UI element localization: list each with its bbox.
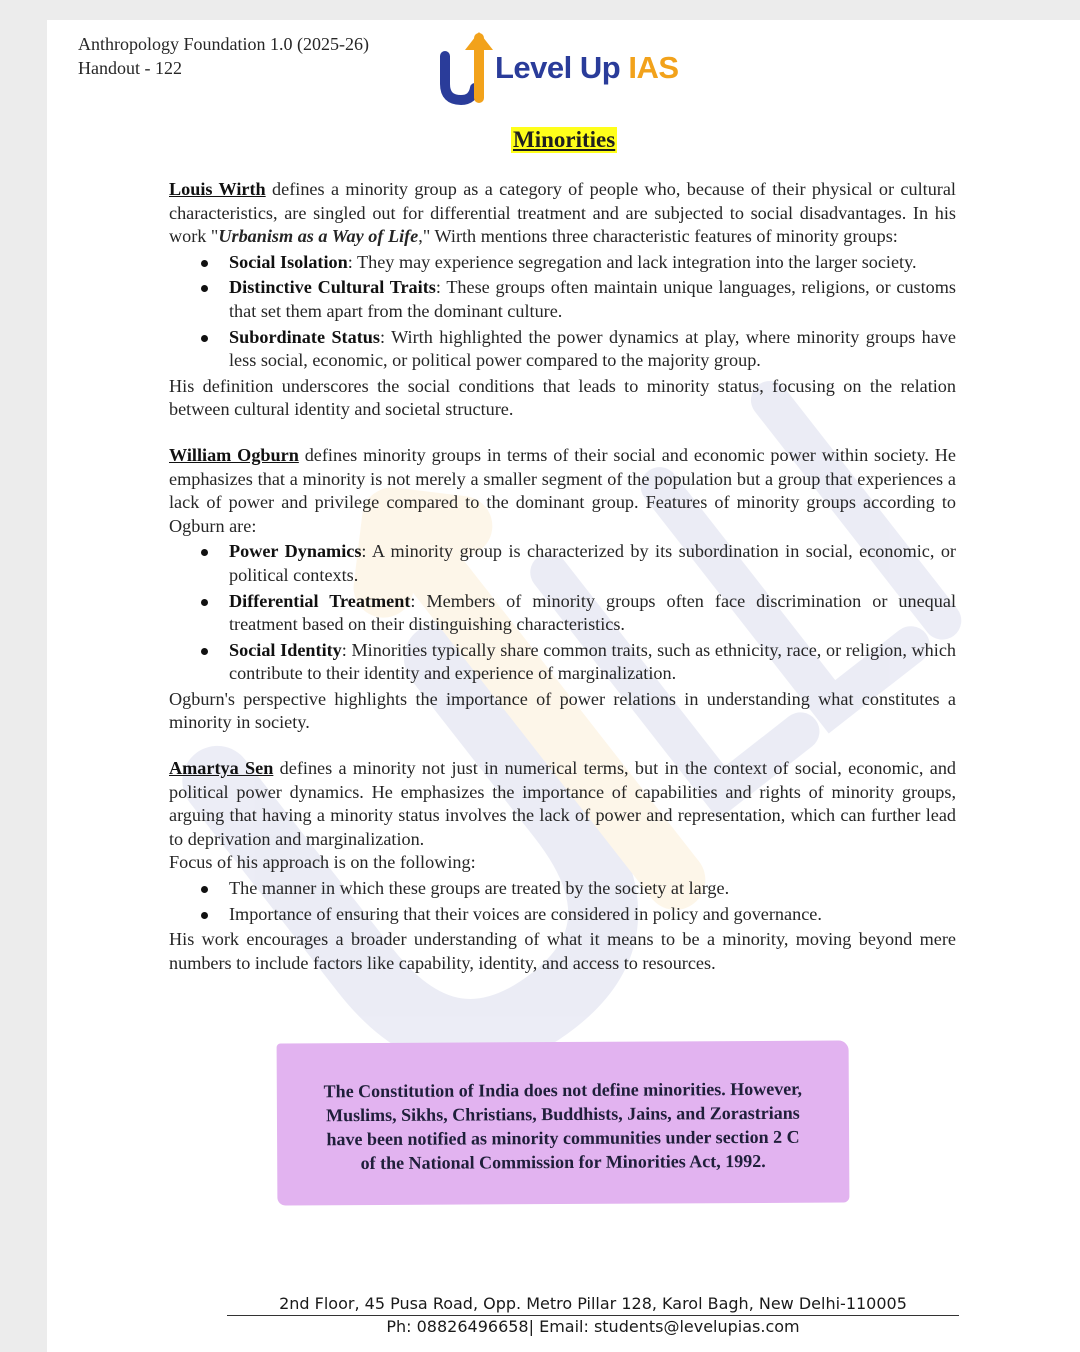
wirth-intro xyxy=(169,178,956,249)
ogburn-intro xyxy=(169,444,956,538)
bullet-term: Social Identity xyxy=(229,639,342,660)
note-line: of the National Commission for Minorities Act, 1992. xyxy=(360,1150,766,1174)
author-name: Louis Wirth xyxy=(169,179,266,199)
logo-wordmark xyxy=(495,50,679,86)
handout-number: Handout - 122 xyxy=(78,58,182,78)
note-line: The Constitution of India does not define minorities. However, xyxy=(323,1078,803,1102)
main-content xyxy=(169,178,956,975)
course-title: Anthropology Foundation 1.0 (2025-26) xyxy=(78,34,369,54)
bullet-text: : Members of minority groups often face discrimination or unequal treatment based on their distinguishing characteristics. xyxy=(229,590,956,635)
logo-text-ias: IAS xyxy=(628,50,679,85)
footer-contact: Ph: 08826496658| Email: students@levelupias.com xyxy=(386,1317,800,1336)
list-item: Importance of ensuring that their voices are considered in policy and governance. xyxy=(229,903,956,927)
bullet-text: : They may experience segregation and lack integration into the larger society. xyxy=(347,251,917,272)
levelup-logo xyxy=(439,26,699,106)
list-item xyxy=(229,276,956,323)
arrow-up-u-logo-icon xyxy=(439,26,499,106)
logo-text-levelup: Level Up xyxy=(495,50,629,85)
wirth-conclusion: His definition underscores the social conditions that leads to minority status, focusing on the relation between cultural identity and societal structure. xyxy=(169,375,956,420)
bullet-term: Subordinate Status xyxy=(229,326,380,347)
list-item: The manner in which these groups are treated by the society at large. xyxy=(229,877,956,901)
wirth-features-list xyxy=(169,251,956,373)
author-name: Amartya Sen xyxy=(169,758,274,779)
paragraph-text: defines minority groups in terms of their social and economic power within society. He emphasizes that a minority is not merely a smaller segment of the population but a group that experiences a lack of power and privilege compared to the dominant group. Features of minority groups according to Ogburn are: xyxy=(169,444,956,536)
constitution-note-box xyxy=(277,1041,850,1206)
bullet-term: Social Isolation xyxy=(229,251,348,272)
page-footer xyxy=(227,1293,959,1337)
paragraph-text: ," Wirth mentions three characteristic features of minority groups: xyxy=(418,226,898,247)
sen-focus: Focus of his approach is on the following: xyxy=(169,852,476,873)
note-line: Muslims, Sikhs, Christians, Buddhists, Jains, and Zorastrians xyxy=(326,1102,800,1126)
ogburn-conclusion: Ogburn's perspective highlights the importance of power relations in understanding what constitutes a minority in society. xyxy=(169,688,956,733)
sen-conclusion: His work encourages a broader understanding of what it means to be a minority, moving beyond mere numbers to include factors like capability, identity, and access to resources. xyxy=(169,929,956,973)
bullet-text: : These groups often maintain unique languages, religions, or customs that set them apart from the dominant culture. xyxy=(229,277,956,321)
page-title: Minorities xyxy=(513,127,616,152)
bullet-term: Distinctive Cultural Traits xyxy=(229,277,436,298)
bullet-term: Power Dynamics xyxy=(229,541,362,562)
bullet-term: Differential Treatment xyxy=(229,590,411,611)
footer-address: 2nd Floor, 45 Pusa Road, Opp. Metro Pillar 128, Karol Bagh, New Delhi-110005 xyxy=(227,1293,959,1316)
list-item xyxy=(229,251,956,275)
paragraph-text: defines a minority group as a category of people who, because of their physical or cultural characteristics, are singled out for differential treatment and are subjected to social disadvantages. In his work " xyxy=(169,179,956,247)
header-course-info xyxy=(78,32,369,80)
author-name: William Ogburn xyxy=(169,444,299,465)
bullet-text: : A minority group is characterized by its subordination in social, economic, or political contexts. xyxy=(229,541,956,585)
bullet-text: : Minorities typically share common traits, such as ethnicity, race, or religion, which contribute to their identity and experience of marginalization. xyxy=(229,639,956,684)
sen-focus-list xyxy=(169,877,956,926)
document-page xyxy=(47,20,1080,1352)
ogburn-features-list xyxy=(169,540,956,686)
bullet-text: : Wirth highlighted the power dynamics at play, where minority groups have less social, economic, or political power compared to the majority group. xyxy=(229,326,956,371)
list-item xyxy=(229,590,956,637)
work-title: Urbanism as a Way of Life xyxy=(218,226,419,247)
list-item xyxy=(229,639,956,686)
list-item xyxy=(229,540,956,587)
list-item xyxy=(229,326,956,373)
note-text xyxy=(277,1077,849,1176)
sen-intro xyxy=(169,757,956,851)
paragraph-text: defines a minority not just in numerical terms, but in the context of social, economic, and political power dynamics. He emphasizes the importance of capabilities and rights of minority groups, arguing that having a minority status involves the lack of power and representation, which can further lead to deprivation and marginalization. xyxy=(169,758,957,849)
note-line: have been notified as minority communities under section 2 C xyxy=(326,1126,800,1150)
